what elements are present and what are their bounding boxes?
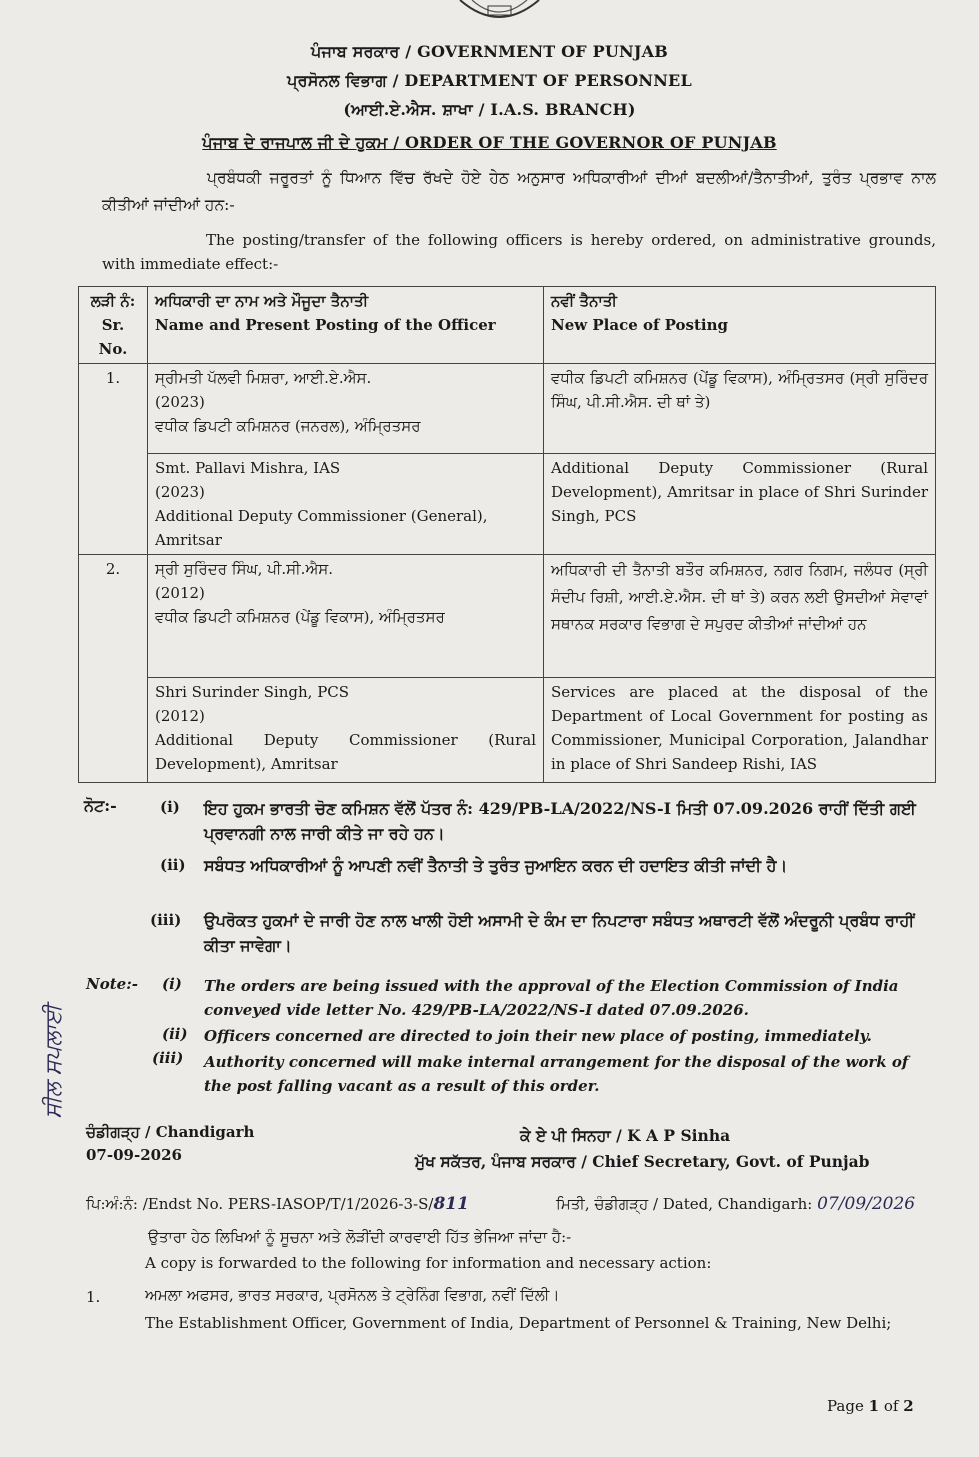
endorsement-date-hand: 07/09/2026: [817, 1194, 916, 1214]
officer-batch-pa: (2023): [155, 393, 205, 411]
recipient-en: The Establishment Officer, Government of India, Department of Personnel & Training, New Delhi;: [145, 1314, 892, 1332]
header-sr-pa: ਲੜੀ ਨੰ:: [90, 292, 136, 310]
table-row: [79, 454, 936, 555]
orders-table: [78, 286, 936, 783]
issue-place: ਚੰਡੀਗੜ੍ਹ / Chandigarh: [86, 1123, 255, 1141]
new-posting-pa: ਵਧੀਕ ਡਿਪਟੀ ਕਮਿਸ਼ਨਰ (ਪੇਂਡੂ ਵਿਕਾਸ), ਅੰਮ੍ਰਿਤਸਰ (ਸ੍ਰੀ ਸੁਰਿੰਦਰ ਸਿੰਘ, ਪੀ.ਸੀ.ਐਸ. ਦੀ ਥਾਂ ਤੇ): [544, 364, 936, 454]
header-sr-en: Sr. No.: [98, 316, 128, 358]
emblem-icon: [452, 0, 547, 24]
officer-cell-pa: [148, 364, 544, 454]
recipient-pa: ਅਮਲਾ ਅਫਸਰ, ਭਾਰਤ ਸਰਕਾਰ, ਪ੍ਰਸੋਨਲ ਤੇ ਟ੍ਰੇਨਿੰਗ ਵਿਭਾਗ, ਨਵੀਂ ਦਿੱਲੀ।: [145, 1286, 560, 1304]
page-current: 1: [868, 1397, 880, 1415]
header-new-en: New Place of Posting: [551, 316, 729, 334]
new-posting-pa: ਅਧਿਕਾਰੀ ਦੀ ਤੈਨਾਤੀ ਬਤੌਰ ਕਮਿਸ਼ਨਰ, ਨਗਰ ਨਿਗਮ, ਜਲੰਧਰ (ਸ੍ਰੀ ਸੰਦੀਪ ਰਿਸ਼ੀ, ਆਈ.ਏ.ਐਸ. ਦੀ ਥਾਂ ਤੇ) ਕਰਨ ਲਈ ਉਸਦੀਆਂ ਸੇਵਾਵਾਂ ਸਥਾਨਕ ਸਰਕਾਰ ਵਿਭਾਗ ਦੇ ਸਪੁਰਦ ਕੀਤੀਆਂ ਜਾਂਦੀਆਂ ਹਨ: [544, 555, 936, 678]
officer-batch-pa: (2012): [155, 584, 205, 602]
header-officer-en: Name and Present Posting of the Officer: [155, 316, 496, 334]
table-row: [79, 678, 936, 783]
note-text-en: Authority concerned will make internal arrangement for the disposal of the work of the post falling vacant as a result of this order.: [204, 1053, 909, 1095]
officer-name-en: Shri Surinder Singh, PCS: [155, 683, 350, 701]
page-label: Page: [827, 1397, 864, 1415]
table-header-row: [79, 287, 936, 364]
officer-name-pa: ਸ੍ਰੀ ਸੁਰਿੰਦਰ ਸਿੰਘ, ਪੀ.ਸੀ.ਐਸ.: [155, 560, 334, 578]
officer-name-pa: ਸ੍ਰੀਮਤੀ ਪੱਲਵੀ ਮਿਸ਼ਰਾ, ਆਈ.ਏ.ਐਸ.: [155, 369, 372, 387]
note-num-en: (ii): [162, 1025, 188, 1043]
officer-post-en: Additional Deputy Commissioner (Rural Development), Amritsar: [155, 731, 536, 773]
new-posting-en: Services are placed at the disposal of the Department of Local Government for posting as Commissioner, Municipal Corporation, Jalandhar in place of Shri Sandeep Rishi, IAS: [544, 678, 936, 783]
endorsement-number: [86, 1194, 469, 1214]
header-government: ਪੰਜਾਬ ਸਰਕਾਰ / GOVERNMENT OF PUNJAB: [311, 42, 668, 61]
note-text-pa: ਇਹ ਹੁਕਮ ਭਾਰਤੀ ਚੋਣ ਕਮਿਸ਼ਨ ਵੱਲੋਂ ਪੱਤਰ ਨੰ: 429/PB-LA/2022/NS-I ਮਿਤੀ 07.09.2026 ਰਾਹੀਂ ਦਿੱਤੀ ਗਈ ਪ੍ਰਵਾਨਗੀ ਨਾਲ ਜਾਰੀ ਕੀਤੇ ਜਾ ਰਹੇ ਹਨ।: [204, 799, 916, 843]
note-text-en: The orders are being issued with the approval of the Election Commission of India conveyed vide letter No. 429/PB-LA/2022/NS-I dated 07.09.2026.: [204, 977, 899, 1019]
intro-punjabi: ਪ੍ਰਬੰਧਕੀ ਜਰੂਰਤਾਂ ਨੂੰ ਧਿਆਨ ਵਿੱਚ ਰੱਖਦੇ ਹੋਏ ਹੇਠ ਅਨੁਸਾਰ ਅਧਿਕਾਰੀਆਂ ਦੀਆਂ ਬਦਲੀਆਂ/ਤੈਨਾਤੀਆਂ, ਤੁਰੰਤ ਪ੍ਰਭਾਵ ਨਾਲ ਕੀਤੀਆਂ ਜਾਂਦੀਆਂ ਹਨ:-: [102, 169, 936, 214]
note-text-en: Officers concerned are directed to join their new place of posting, immediately.: [204, 1027, 872, 1045]
note-num-pa: (ii): [160, 856, 186, 874]
signatory-designation: ਮੁੱਖ ਸਕੱਤਰ, ਪੰਜਾਬ ਸਰਕਾਰ / Chief Secretary, Govt. of Punjab: [415, 1152, 870, 1171]
header-new-posting: [544, 287, 936, 364]
issue-date: 07-09-2026: [86, 1146, 182, 1164]
table-row: [79, 555, 936, 678]
header-new-pa: ਨਵੀਂ ਤੈਨਾਤੀ: [551, 292, 617, 310]
handwritten-margin-note: ਸੀਲ ਸਪਲਾਈ: [41, 1004, 67, 1119]
header-branch: (ਆਈ.ਏ.ਐਸ. ਸ਼ਾਖਾ / I.A.S. BRANCH): [343, 100, 636, 119]
page-of: of: [883, 1397, 899, 1415]
table-row: [79, 364, 936, 454]
page-number: [827, 1397, 914, 1415]
row-sr: 1.: [79, 364, 148, 555]
recipient-num: 1.: [86, 1288, 101, 1306]
note-num-en: (i): [162, 975, 182, 993]
page-total: 2: [903, 1397, 914, 1415]
copy-forward-en: A copy is forwarded to the following for information and necessary action:: [145, 1254, 712, 1272]
note-num-en: (iii): [152, 1049, 184, 1067]
new-posting-en: Additional Deputy Commissioner (Rural Development), Amritsar in place of Shri Surinder Singh, PCS: [544, 454, 936, 555]
officer-batch-en: (2012): [155, 707, 205, 725]
officer-post-pa: ਵਧੀਕ ਡਿਪਟੀ ਕਮਿਸ਼ਨਰ (ਜਨਰਲ), ਅੰਮ੍ਰਿਤਸਰ: [155, 417, 421, 435]
header-officer: [148, 287, 544, 364]
row-sr: 2.: [79, 555, 148, 783]
officer-post-en: Additional Deputy Commissioner (General), Amritsar: [155, 507, 488, 549]
copy-forward-pa: ਉਤਾਰਾ ਹੇਠ ਲਿਖਿਆਂ ਨੂੰ ਸੂਚਨਾ ਅਤੇ ਲੋੜੀਂਦੀ ਕਾਰਵਾਈ ਹਿੱਤ ਭੇਜਿਆ ਜਾਂਦਾ ਹੈ:-: [148, 1228, 572, 1246]
officer-post-pa: ਵਧੀਕ ਡਿਪਟੀ ਕਮਿਸ਼ਨਰ (ਪੇਂਡੂ ਵਿਕਾਸ), ਅੰਮ੍ਰਿਤਸਰ: [155, 608, 445, 626]
note-num-pa: (i): [160, 798, 180, 816]
officer-cell-pa: [148, 555, 544, 678]
note-label-pa: ਨੋਟ:-: [84, 796, 117, 815]
note-num-pa: (iii): [150, 911, 182, 929]
endorsement-date: [556, 1194, 915, 1214]
order-title: ਪੰਜਾਬ ਦੇ ਰਾਜਪਾਲ ਜੀ ਦੇ ਹੁਕਮ / ORDER OF THE GOVERNOR OF PUNJAB: [202, 133, 777, 152]
note-label-en: Note:-: [86, 975, 138, 993]
note-text-pa: ਸਬੰਧਤ ਅਧਿਕਾਰੀਆਂ ਨੂੰ ਆਪਣੀ ਨਵੀਂ ਤੈਨਾਤੀ ਤੇ ਤੁਰੰਤ ਜੁਆਇਨ ਕਰਨ ਦੀ ਹਦਾਇਤ ਕੀਤੀ ਜਾਂਦੀ ਹੈ।: [204, 856, 788, 875]
endorsement-date-text: ਮਿਤੀ, ਚੰਡੀਗੜ੍ਹ / Dated, Chandigarh:: [556, 1195, 813, 1213]
header-department: ਪ੍ਰਸੋਨਲ ਵਿਭਾਗ / DEPARTMENT OF PERSONNEL: [287, 71, 692, 90]
officer-cell-en: [148, 678, 544, 783]
note-text-pa: ਉਪਰੋਕਤ ਹੁਕਮਾਂ ਦੇ ਜਾਰੀ ਹੋਣ ਨਾਲ ਖਾਲੀ ਹੋਈ ਅਸਾਮੀ ਦੇ ਕੰਮ ਦਾ ਨਿਪਟਾਰਾ ਸਬੰਧਤ ਅਥਾਰਟੀ ਵੱਲੋਂ ਅੰਦਰੂਨੀ ਪ੍ਰਬੰਧ ਰਾਹੀਂ ਕੀਤਾ ਜਾਵੇਗਾ।: [204, 911, 915, 955]
header-sr: [79, 287, 148, 364]
officer-name-en: Smt. Pallavi Mishra, IAS: [155, 459, 341, 477]
intro-english: The posting/transfer of the following officers is hereby ordered, on administrative grounds, with immediate effect:-: [102, 231, 936, 273]
officer-batch-en: (2023): [155, 483, 205, 501]
signatory-name: ਕੇ ਏ ਪੀ ਸਿਨਹਾ / K A P Sinha: [520, 1126, 731, 1145]
officer-cell-en: [148, 454, 544, 555]
header-officer-pa: ਅਧਿਕਾਰੀ ਦਾ ਨਾਮ ਅਤੇ ਮੌਜੂਦਾ ਤੈਨਾਤੀ: [155, 292, 369, 310]
endorsement-number-text: ਪਿ:ਅੰ:ਨੰ: /Endst No. PERS-IASOP/T/1/2026-3-S/: [86, 1195, 434, 1213]
endorsement-number-hand: 811: [433, 1194, 469, 1214]
